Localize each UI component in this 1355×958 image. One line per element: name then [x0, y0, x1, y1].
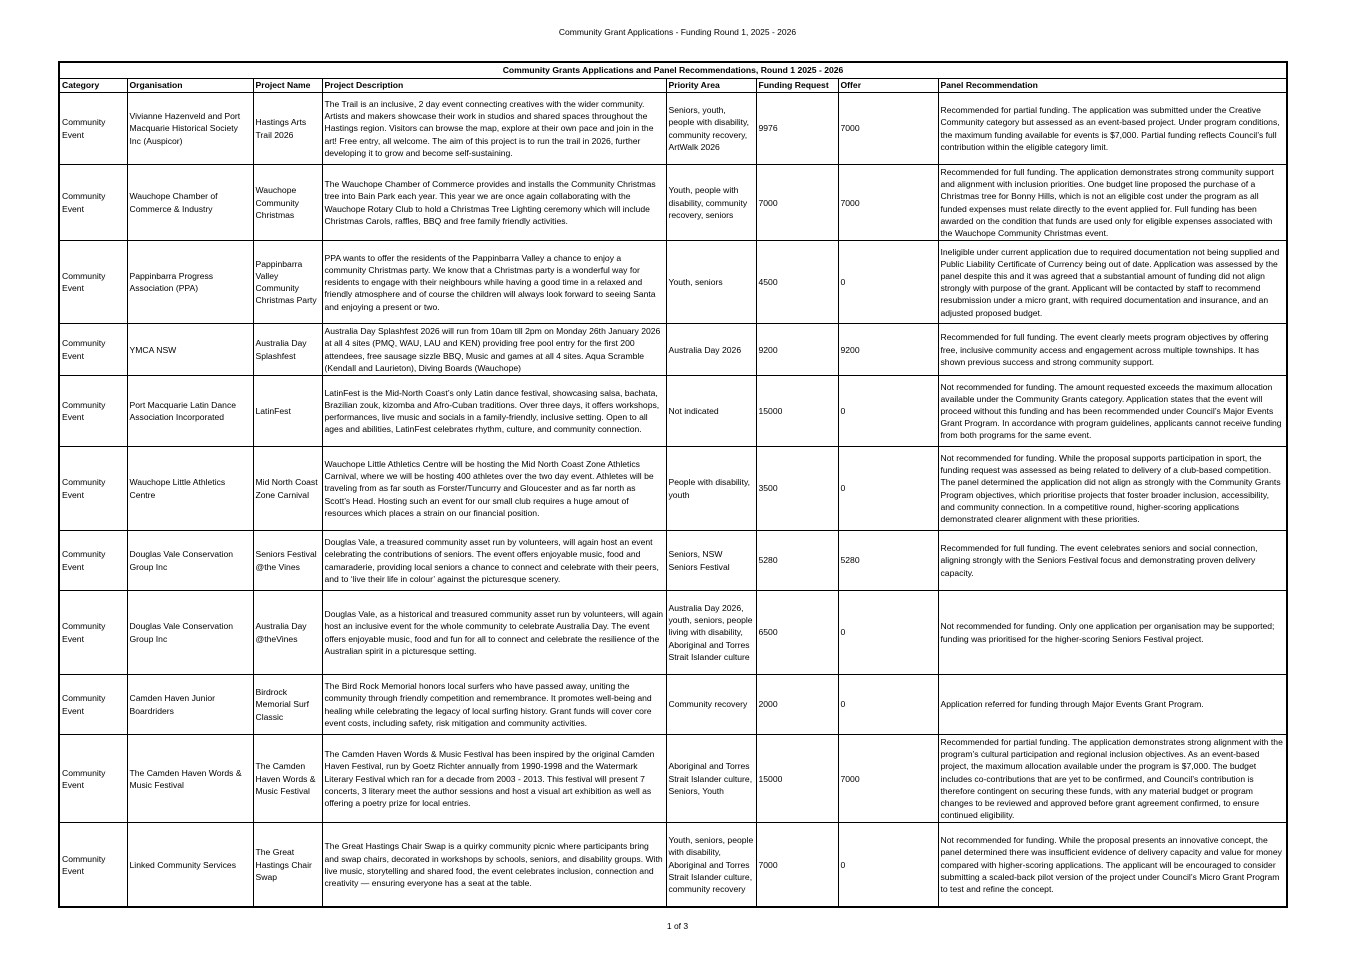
cell-panel-recommendation: Not recommended for funding. Only one application per organisation may be supported; funding was prioritised for the higher-scoring Seniors Festival project. — [938, 591, 1287, 675]
cell-funding-request: 3500 — [756, 447, 838, 531]
cell-funding-request: 5280 — [756, 531, 838, 591]
cell-panel-recommendation: Ineligible under current application due to required documentation not being supplied and Public Liability Certificate of Currency being out of date. Application was assessed by the panel despite this and it was agreed that a substantial amount of funding did not align strongly with purpose of the grant. Applicant will be contacted by staff to recommend resubmission under a micro grant, with required documentation and insurance, and an adjusted proposed budget. — [938, 241, 1287, 324]
table-row — [59, 735, 1287, 823]
table-header-row — [59, 79, 1287, 93]
cell-panel-recommendation: Recommended for full funding. The application demonstrates strong community support and alignment with inclusion priorities. One budget line proposed the purchase of a Christmas tree for Bonny Hills, which is not an eligible cost under the program as all funded expenses must relate directly to the event applied for. Full funding has been awarded on the condition that funds are used only for eligible expenses associated with the Wauchope Community Christmas event. — [938, 165, 1287, 241]
cell-project-description: Douglas Vale, a treasured community asset run by volunteers, will again host an event celebrating the contributions of seniors. The event offers enjoyable music, food and camaraderie, providing local seniors a chance to connect and celebrate with their peers, and to ‘live their life in colour’ against the picturesque scenery. — [322, 531, 666, 591]
cell-funding-request: 6500 — [756, 591, 838, 675]
cell-offer: 0 — [838, 591, 938, 675]
cell-funding-request: 9200 — [756, 324, 838, 376]
cell-offer: 0 — [838, 675, 938, 735]
cell-funding-request: 7000 — [756, 823, 838, 907]
column-header-offer: Offer — [838, 79, 938, 93]
cell-panel-recommendation: Recommended for full funding. The event clearly meets program objectives by offering free, inclusive community access and engagement across multiple townships. It has shown previous success and strong community support. — [938, 324, 1287, 376]
cell-priority-area: Youth, seniors, people with disability, Aboriginal and Torres Strait Islander culture, community recovery — [666, 823, 756, 907]
table-row — [59, 376, 1287, 447]
cell-offer: 0 — [838, 376, 938, 447]
cell-organisation: Port Macquarie Latin Dance Association Incorporated — [127, 376, 253, 447]
cell-offer: 0 — [838, 823, 938, 907]
cell-project-description: The Wauchope Chamber of Commerce provides and installs the Community Christmas tree into Bain Park each year. This year we are once again collaborating with the Wauchope Rotary Club to hold a Christmas Tree Lighting ceremony which will include Christmas Carols, raffles, BBQ and free family friendly activities. — [322, 165, 666, 241]
cell-priority-area: Seniors, NSW Seniors Festival — [666, 531, 756, 591]
table-row — [59, 165, 1287, 241]
table-row — [59, 823, 1287, 907]
cell-category: Community Event — [59, 165, 127, 241]
cell-offer: 0 — [838, 447, 938, 531]
cell-category: Community Event — [59, 675, 127, 735]
cell-category: Community Event — [59, 735, 127, 823]
cell-category: Community Event — [59, 376, 127, 447]
cell-project-description: The Great Hastings Chair Swap is a quirky community picnic where participants bring and swap chairs, decorated in workshops by schools, seniors, and disability groups. With live music, storytelling and shared food, the event celebrates inclusion, connection and creativity — ensuring everyone has a seat at the table. — [322, 823, 666, 907]
cell-project-description: The Trail is an inclusive, 2 day event connecting creatives with the wider community. Artists and makers showcase their work in studios and shared spaces throughout the Hastings region. Visitors can browse the map, explore at their own pace and join in the art! Free entry, all welcome. The aim of this project is to run the trail in 2026, further developing it to grow and become self-sustaining. — [322, 93, 666, 165]
cell-funding-request: 7000 — [756, 165, 838, 241]
column-header-project-name: Project Name — [253, 79, 322, 93]
table-row — [59, 675, 1287, 735]
column-header-project-description: Project Description — [322, 79, 666, 93]
cell-project-name: The Camden Haven Words & Music Festival — [253, 735, 322, 823]
cell-priority-area: Australia Day 2026 — [666, 324, 756, 376]
cell-project-description: The Bird Rock Memorial honors local surfers who have passed away, uniting the community through friendly competition and remembrance. It promotes well-being and healing while celebrating the legacy of local surfing history. Grant funds will cover core event costs, including safety, risk mitigation and community activities. — [322, 675, 666, 735]
cell-organisation: Douglas Vale Conservation Group Inc — [127, 591, 253, 675]
cell-offer: 0 — [838, 241, 938, 324]
cell-offer: 5280 — [838, 531, 938, 591]
cell-project-description: The Camden Haven Words & Music Festival has been inspired by the original Camden Haven Festival, run by Goetz Richter annually from 1990-1998 and the Watermark Literary Festival which ran for a decade from 2003 - 2013. This festival will present 7 concerts, 3 literary meet the author sessions and host a visual art exhibition as well as offering a poetry prize for local entries. — [322, 735, 666, 823]
cell-project-name: LatinFest — [253, 376, 322, 447]
cell-project-name: Hastings Arts Trail 2026 — [253, 93, 322, 165]
table-row — [59, 531, 1287, 591]
cell-organisation: Douglas Vale Conservation Group Inc — [127, 531, 253, 591]
cell-priority-area: Youth, people with disability, community recovery, seniors — [666, 165, 756, 241]
column-header-priority-area: Priority Area — [666, 79, 756, 93]
table-row — [59, 93, 1287, 165]
cell-project-name: Mid North Coast Zone Carnival — [253, 447, 322, 531]
page-number: 1 of 3 — [666, 921, 689, 931]
cell-priority-area: Australia Day 2026, youth, seniors, people living with disability, Aboriginal and Torres Strait Islander culture — [666, 591, 756, 675]
table-row — [59, 591, 1287, 675]
cell-funding-request: 2000 — [756, 675, 838, 735]
cell-category: Community Event — [59, 93, 127, 165]
cell-priority-area: Community recovery — [666, 675, 756, 735]
column-header-panel-recommendation: Panel Recommendation — [938, 79, 1287, 93]
page-title: Community Grant Applications - Funding Round 1, 2025 - 2026 — [558, 27, 797, 37]
cell-offer: 7000 — [838, 93, 938, 165]
cell-funding-request: 4500 — [756, 241, 838, 324]
cell-panel-recommendation: Application referred for funding through Major Events Grant Program. — [938, 675, 1287, 735]
table-row — [59, 241, 1287, 324]
cell-project-name: Australia Day Splashfest — [253, 324, 322, 376]
grants-table — [58, 61, 1288, 908]
cell-organisation: Linked Community Services — [127, 823, 253, 907]
cell-project-description: PPA wants to offer the residents of the Pappinbarra Valley a chance to enjoy a community Christmas party. We know that a Christmas party is a wonderful way for residents to engage with their neighbours while having a good time in a relaxed and friendly atmosphere and of course the children will always look forward to seeing Santa and enjoying a present or two. — [322, 241, 666, 324]
cell-panel-recommendation: Not recommended for funding. While the proposal presents an innovative concept, the panel determined there was insufficient evidence of delivery capacity and value for money compared with higher-scoring applications. The applicant will be encouraged to consider submitting a scaled-back pilot version of the project under Council’s Micro Grant Program to test and refine the concept. — [938, 823, 1287, 907]
cell-priority-area: Seniors, youth, people with disability, community recovery, ArtWalk 2026 — [666, 93, 756, 165]
cell-category: Community Event — [59, 324, 127, 376]
cell-project-description: LatinFest is the Mid-North Coast’s only Latin dance festival, showcasing salsa, bachata, Brazilian zouk, kizomba and Afro-Cuban traditions. Over three days, it offers workshops, performances, live music and socials in a family-friendly, inclusive setting. Open to all ages and abilities, LatinFest celebrates rhythm, culture, and community connection. — [322, 376, 666, 447]
cell-organisation: Pappinbarra Progress Association (PPA) — [127, 241, 253, 324]
column-header-funding-request: Funding Request — [756, 79, 838, 93]
column-header-category: Category — [59, 79, 127, 93]
cell-project-description: Wauchope Little Athletics Centre will be hosting the Mid North Coast Zone Athletics Carnival, where we will be hosting 400 athletes over the two day event. Athletes will be traveling from as far south as Forster/Tuncurry and Gloucester and as far north as Scott’s Head. Hosting such an event for our small club requires a huge amout of resources which places a strain on our financial position. — [322, 447, 666, 531]
cell-panel-recommendation: Recommended for partial funding. The application demonstrates strong alignment with the program’s cultural participation and regional inclusion objectives. As an event-based project, the maximum allocation available under the program is $7,000. The budget includes co-contributions that are yet to be confirmed, and Council’s contribution is therefore contingent on securing these funds, with any material budget or program changes to be reviewed and approved before grant agreement confirmed, to ensure continued eligibility. — [938, 735, 1287, 823]
table-row — [59, 324, 1287, 376]
cell-panel-recommendation: Recommended for partial funding. The application was submitted under the Creative Community category but assessed as an event-based project. Under program conditions, the maximum funding available for events is $7,000. Partial funding reflects Council’s full contribution within the eligible category limit. — [938, 93, 1287, 165]
cell-organisation: Wauchope Chamber of Commerce & Industry — [127, 165, 253, 241]
cell-offer: 7000 — [838, 165, 938, 241]
cell-category: Community Event — [59, 591, 127, 675]
cell-priority-area: People with disability, youth — [666, 447, 756, 531]
cell-project-description: Australia Day Splashfest 2026 will run from 10am till 2pm on Monday 26th January 2026 at all 4 sites (PMQ, WAU, LAU and KEN) providing free pool entry for the first 200 attendees, free sausage sizzle BBQ, Music and games at all 4 sites. Aqua Scramble (Kendall and Laurieton), Diving Boards (Wauchope) — [322, 324, 666, 376]
cell-project-name: Seniors Festival @the Vines — [253, 531, 322, 591]
cell-panel-recommendation: Not recommended for funding. While the proposal supports participation in sport, the funding request was assessed as being related to delivery of a club-based competition. The panel determined the application did not align as strongly with the Community Grants Program objectives, which prioritise projects that foster broader inclusion, accessibility, and community connection. In a competitive round, higher-scoring applications demonstrated clearer alignment with these priorities. — [938, 447, 1287, 531]
cell-organisation: The Camden Haven Words & Music Festival — [127, 735, 253, 823]
cell-category: Community Event — [59, 823, 127, 907]
cell-organisation: Vivianne Hazenveld and Port Macquarie Historical Society Inc (Auspicor) — [127, 93, 253, 165]
cell-organisation: Camden Haven Junior Boardriders — [127, 675, 253, 735]
cell-category: Community Event — [59, 531, 127, 591]
cell-offer: 9200 — [838, 324, 938, 376]
cell-category: Community Event — [59, 241, 127, 324]
cell-funding-request: 15000 — [756, 735, 838, 823]
cell-project-name: The Great Hastings Chair Swap — [253, 823, 322, 907]
cell-project-description: Douglas Vale, as a historical and treasured community asset run by volunteers, will again host an inclusive event for the whole community to celebrate Australia Day. The event offers enjoyable music, food and fun for all to connect and celebrate the resilience of the Australian spirit in a picturesque setting. — [322, 591, 666, 675]
column-header-organisation: Organisation — [127, 79, 253, 93]
cell-project-name: Pappinbarra Valley Community Christmas Party — [253, 241, 322, 324]
cell-project-name: Wauchope Community Christmas — [253, 165, 322, 241]
cell-offer: 7000 — [838, 735, 938, 823]
cell-panel-recommendation: Recommended for full funding. The event celebrates seniors and social connection, aligning strongly with the Seniors Festival focus and demonstrating proven delivery capacity. — [938, 531, 1287, 591]
table-title: Community Grants Applications and Panel Recommendations, Round 1 2025 - 2026 — [59, 62, 1287, 79]
cell-funding-request: 15000 — [756, 376, 838, 447]
cell-funding-request: 9976 — [756, 93, 838, 165]
cell-project-name: Birdrock Memorial Surf Classic — [253, 675, 322, 735]
cell-organisation: Wauchope Little Athletics Centre — [127, 447, 253, 531]
cell-category: Community Event — [59, 447, 127, 531]
cell-priority-area: Not indicated — [666, 376, 756, 447]
cell-panel-recommendation: Not recommended for funding. The amount requested exceeds the maximum allocation available under the Community Grants category. Application states that the event will proceed without this funding and has been recommended under Council’s Major Events Grant Program. In accordance with program guidelines, applicants cannot receive funding from both programs for the same event. — [938, 376, 1287, 447]
cell-priority-area: Aboriginal and Torres Strait Islander culture, Seniors, Youth — [666, 735, 756, 823]
cell-project-name: Australia Day @theVines — [253, 591, 322, 675]
table-row — [59, 447, 1287, 531]
cell-organisation: YMCA NSW — [127, 324, 253, 376]
cell-priority-area: Youth, seniors — [666, 241, 756, 324]
